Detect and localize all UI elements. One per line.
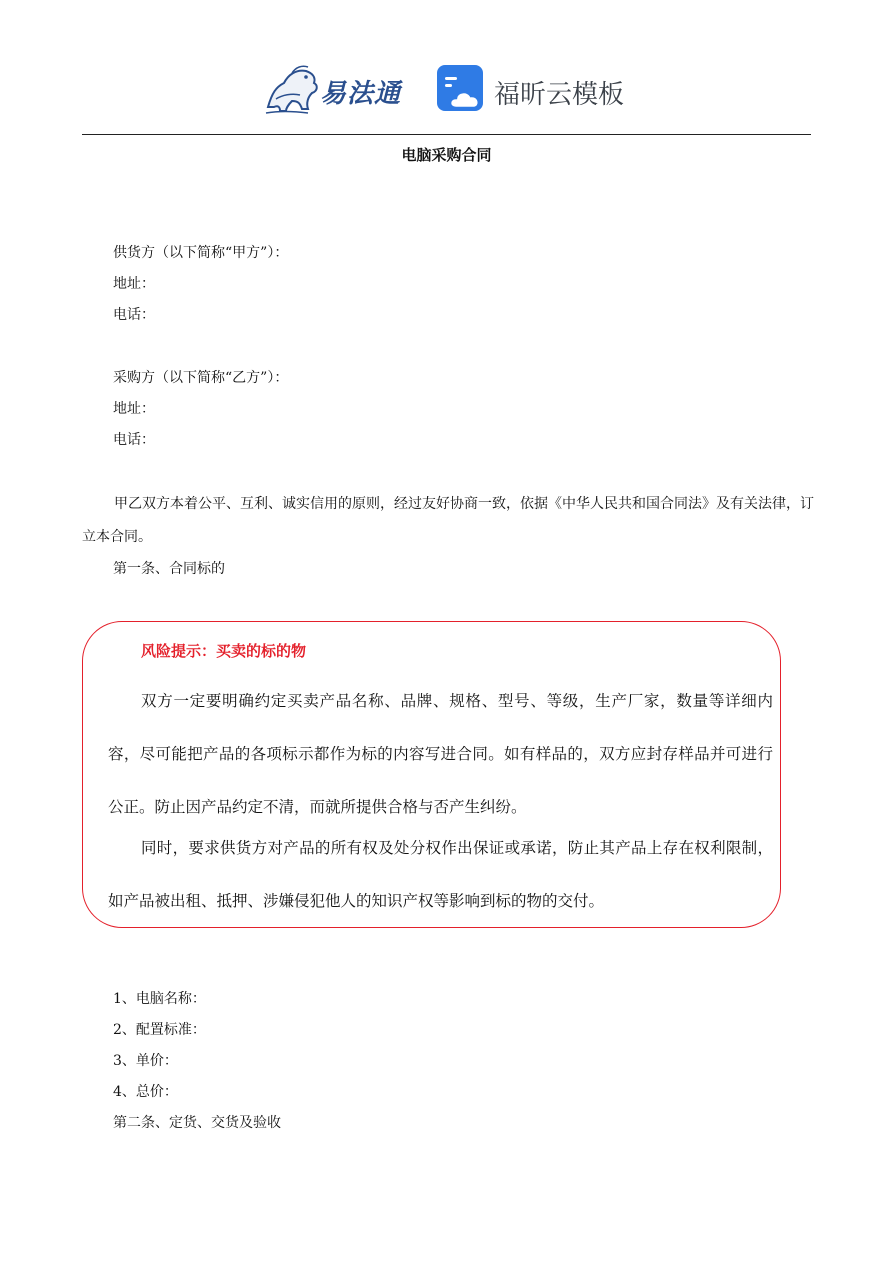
item-computer-name: 1、电脑名称： bbox=[113, 991, 206, 1007]
article-1-heading: 第一条、合同标的 bbox=[113, 561, 225, 577]
supplier-label: 供货方（以下简称“甲方”）： bbox=[113, 245, 289, 261]
buyer-address: 地址： bbox=[113, 401, 155, 417]
item-configuration: 2、配置标准： bbox=[113, 1022, 206, 1038]
item-total-price: 4、总价： bbox=[113, 1084, 178, 1100]
risk-notice-paragraph: 同时，要求供货方对产品的所有权及处分权作出保证或承诺，防止其产品上存在权利限制，如产品被出租、抵押、涉嫌侵犯他人的知识产权等影响到标的物的交付。 bbox=[108, 839, 773, 910]
preamble-paragraph: 甲乙双方本着公平、互利、诚实信用的原则，经过友好协商一致，依据《中华人民共和国合同法》及有关法律，订立本合同。 bbox=[82, 496, 814, 545]
buyer-label: 采购方（以下简称“乙方”）： bbox=[113, 370, 289, 386]
cloud-template-icon bbox=[436, 64, 488, 116]
item-unit-price: 3、单价： bbox=[113, 1053, 178, 1069]
risk-notice-box bbox=[82, 621, 781, 928]
page-header bbox=[0, 58, 893, 124]
yifatong-brand-text: 易法通 bbox=[320, 79, 402, 109]
risk-notice-title: 风险提示：买卖的标的物 bbox=[141, 642, 307, 660]
supplier-phone: 电话： bbox=[113, 307, 155, 323]
document-title: 电脑采购合同 bbox=[401, 146, 492, 164]
risk-notice-paragraph: 双方一定要明确约定买卖产品名称、品牌、规格、型号、等级，生产厂家，数量等详细内容，尽可能把产品的各项标示都作为标的内容写进合同。如有样品的，双方应封存样品并可进行公正。防止因产品约定不清，而就所提供合格与否产生纠纷。 bbox=[108, 692, 773, 816]
buyer-phone: 电话： bbox=[113, 432, 155, 448]
header-divider bbox=[82, 134, 811, 135]
qilin-emblem-icon bbox=[262, 63, 322, 115]
fuxin-brand-text: 福昕云模板 bbox=[494, 80, 625, 110]
yifatong-logo bbox=[262, 63, 412, 115]
article-2-heading: 第二条、定货、交货及验收 bbox=[113, 1115, 281, 1131]
supplier-address: 地址： bbox=[113, 276, 155, 292]
